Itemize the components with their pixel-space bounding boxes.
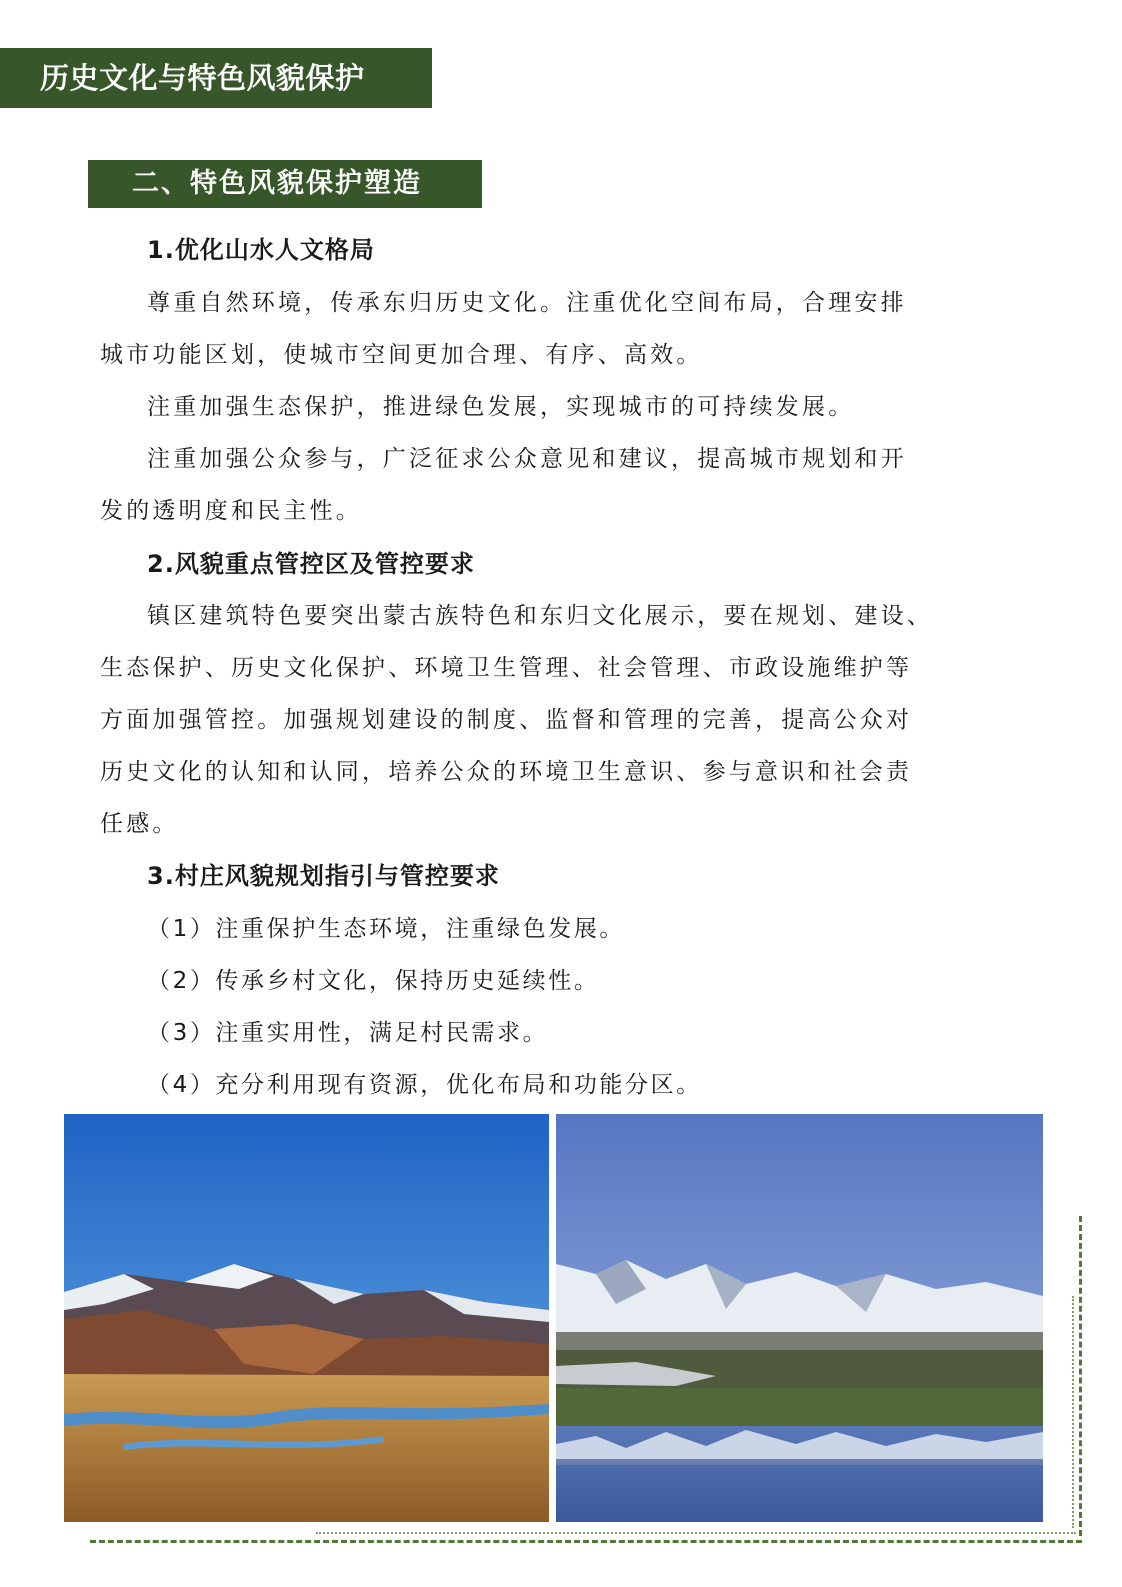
list-item: （1）注重保护生态环境，注重绿色发展。 (147, 916, 626, 942)
decorative-dotted-border (1072, 1296, 1074, 1528)
paragraph-line: 历史文化的认知和认同，培养公众的环境卫生意识、参与意识和社会责 (100, 759, 913, 785)
header-banner: 历史文化与特色风貌保护 (0, 48, 432, 108)
paragraph-line: 生态保护、历史文化保护、环境卫生管理、社会管理、市政设施维护等 (100, 655, 913, 681)
subheading-2: 2.风貌重点管控区及管控要求 (147, 550, 475, 578)
paragraph-line: 任感。 (100, 811, 179, 837)
list-item: （3）注重实用性，满足村民需求。 (147, 1020, 549, 1046)
paragraph-line: 注重加强公众参与，广泛征求公众意见和建议，提高城市规划和开 (147, 446, 907, 472)
paragraph-line: 发的透明度和民主性。 (100, 498, 362, 524)
paragraph-line: 方面加强管控。加强规划建设的制度、监督和管理的完善，提高公众对 (100, 707, 913, 733)
photo-snow-mountain-grassland (64, 1114, 549, 1522)
list-item: （2）传承乡村文化，保持历史延续性。 (147, 968, 600, 994)
photo-snow-mountain-lake (556, 1114, 1043, 1522)
paragraph-line: 尊重自然环境，传承东归历史文化。注重优化空间布局，合理安排 (147, 290, 907, 316)
decorative-dashed-border (90, 1540, 1082, 1543)
paragraph-line: 城市功能区划，使城市空间更加合理、有序、高效。 (100, 342, 703, 368)
subheading-3: 3.村庄风貌规划指引与管控要求 (147, 862, 500, 890)
paragraph-line: 镇区建筑特色要突出蒙古族特色和东归文化展示，要在规划、建设、 (147, 603, 933, 629)
decorative-dashed-border (1079, 1216, 1082, 1536)
section-title: 二、特色风貌保护塑造 (88, 160, 482, 208)
subheading-1: 1.优化山水人文格局 (147, 236, 375, 264)
decorative-dotted-border (316, 1532, 1076, 1534)
paragraph-line: 注重加强生态保护，推进绿色发展，实现城市的可持续发展。 (147, 394, 855, 420)
list-item: （4）充分利用现有资源，优化布局和功能分区。 (147, 1072, 702, 1098)
